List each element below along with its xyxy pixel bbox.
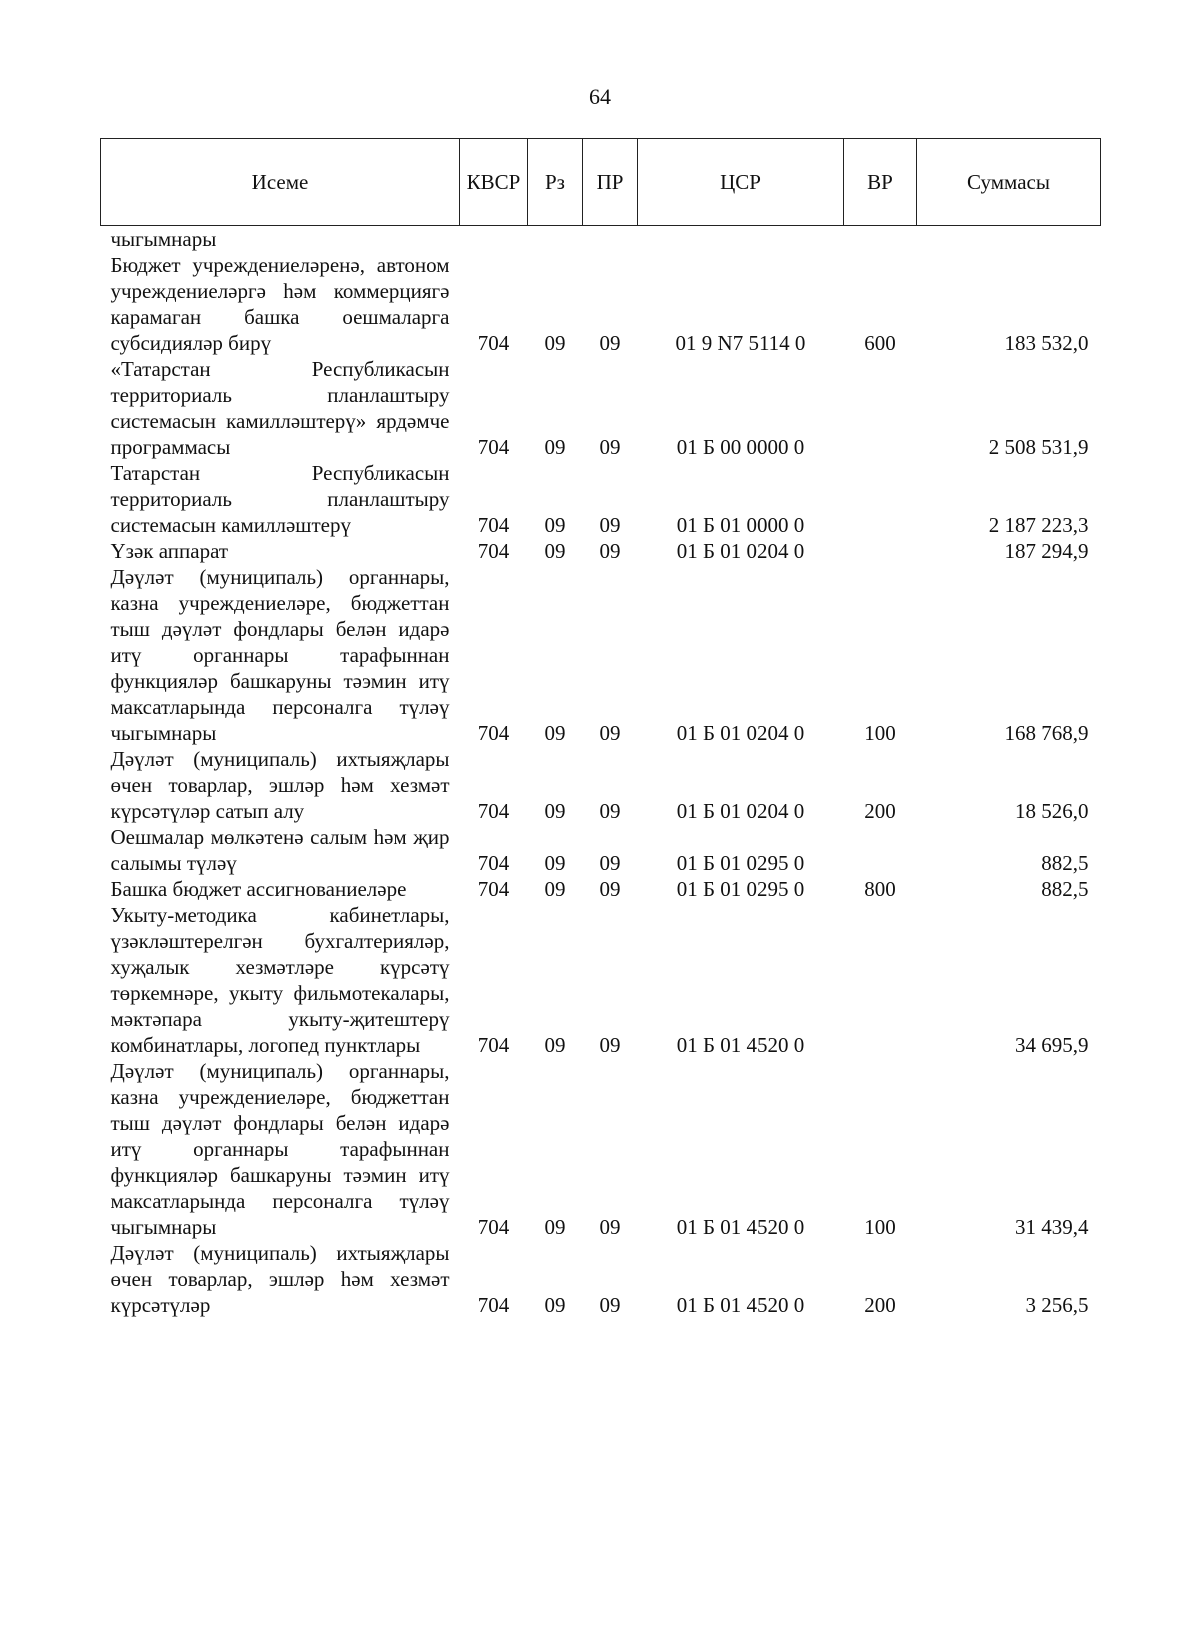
row-rz: 09	[544, 799, 566, 823]
header-row	[101, 139, 1101, 226]
row-kvsr: 704	[477, 1293, 510, 1317]
row-kvsr: 704	[477, 877, 510, 901]
row-csr: 01 9 N7 5114 0	[675, 331, 806, 355]
row-vr	[844, 226, 917, 253]
row-kvsr: 704	[477, 331, 510, 355]
header-csr: ЦСР	[638, 139, 844, 226]
header-sum: Суммасы	[917, 139, 1101, 226]
row-sum: 2 508 531,9	[988, 435, 1089, 459]
row-csr: 01 Б 01 0204 0	[676, 799, 805, 823]
row-rz: 09	[544, 721, 566, 745]
row-name: Дәүләт (муниципаль) ихтыяҗлары өчен товарлар, эшләр һәм хезмәт күрсәтүләр	[110, 1241, 450, 1317]
row-pr	[583, 226, 638, 253]
table-row	[101, 356, 1101, 460]
row-name: Укыту-методика кабинетлары, үзәкләштерелгән бухгалтерияләр, хуҗалык хезмәтләре күрсәтү төркемнәре, укыту фильмотекалары, мәктәпара укыту-җитештерү комбинатлары, логопед пунктлары	[110, 903, 450, 1057]
row-csr: 01 Б 01 4520 0	[676, 1293, 805, 1317]
row-csr: 01 Б 01 0295 0	[676, 877, 805, 901]
row-kvsr	[460, 226, 528, 253]
row-sum: 882,5	[1041, 877, 1089, 901]
row-sum: 31 439,4	[1015, 1215, 1089, 1239]
budget-table	[100, 138, 1101, 1318]
row-sum: 3 256,5	[1025, 1293, 1089, 1317]
row-name: Дәүләт (муниципаль) органнары, казна учреждениеләре, бюджеттан тыш дәүләт фондлары белән идарә итү органнары тарафыннан функцияләр башкаруны тәэмин итү максатларында персоналга түләү чыгымнары	[110, 1059, 450, 1239]
table-row	[101, 876, 1101, 902]
row-rz: 09	[544, 435, 566, 459]
row-csr	[638, 226, 844, 253]
row-csr: 01 Б 01 4520 0	[676, 1033, 805, 1057]
row-csr: 01 Б 01 0000 0	[676, 513, 805, 537]
row-name: Оешмалар мөлкәтенә салым һәм җир салымы түләү	[110, 825, 450, 875]
row-sum	[917, 226, 1101, 253]
row-rz: 09	[544, 1215, 566, 1239]
row-csr: 01 Б 01 0295 0	[676, 851, 805, 875]
table-row	[101, 1240, 1101, 1318]
row-kvsr: 704	[477, 799, 510, 823]
row-sum: 18 526,0	[1015, 799, 1089, 823]
row-name: Дәүләт (муниципаль) органнары, казна учреждениеләре, бюджеттан тыш дәүләт фондлары белән идарә итү органнары тарафыннан функцияләр башкаруны тәэмин итү максатларында персоналга түләү чыгымнары	[110, 565, 450, 745]
row-kvsr: 704	[477, 1033, 510, 1057]
row-vr: 200	[864, 1293, 896, 1317]
row-rz: 09	[544, 539, 566, 563]
table-row	[101, 564, 1101, 746]
row-rz: 09	[544, 851, 566, 875]
row-name: «Татарстан Республикасын территориаль планлаштыру системасын камилләштерү» ярдәмче программасы	[110, 357, 450, 459]
row-rz: 09	[544, 1293, 566, 1317]
table-row	[101, 226, 1101, 253]
row-sum: 168 768,9	[1004, 721, 1089, 745]
table-row	[101, 538, 1101, 564]
row-vr: 200	[864, 799, 896, 823]
row-vr: 100	[864, 721, 896, 745]
table-body	[101, 226, 1101, 1319]
row-sum: 34 695,9	[1015, 1033, 1089, 1057]
row-vr	[844, 902, 917, 1058]
row-sum: 183 532,0	[1004, 331, 1089, 355]
row-rz: 09	[544, 513, 566, 537]
table-row	[101, 1058, 1101, 1240]
header-name: Исеме	[101, 139, 460, 226]
row-kvsr: 704	[477, 1215, 510, 1239]
header-pr: ПР	[583, 139, 638, 226]
row-vr: 800	[864, 877, 896, 901]
row-vr	[844, 460, 917, 538]
row-vr	[844, 356, 917, 460]
row-pr: 09	[599, 435, 621, 459]
table-row	[101, 252, 1101, 356]
row-kvsr: 704	[477, 851, 510, 875]
row-rz: 09	[544, 1033, 566, 1057]
row-pr: 09	[599, 799, 621, 823]
row-kvsr: 704	[477, 513, 510, 537]
row-kvsr: 704	[477, 721, 510, 745]
row-pr: 09	[599, 851, 621, 875]
row-vr: 600	[864, 331, 896, 355]
row-name: чыгымнары	[110, 227, 217, 251]
page-number: 64	[589, 84, 611, 109]
row-sum: 187 294,9	[1004, 539, 1089, 563]
header-rz: Рз	[528, 139, 583, 226]
row-csr: 01 Б 01 4520 0	[676, 1215, 805, 1239]
row-name: Бюджет учреждениеләренә, автоном учреждениеләргә һәм коммерциягә карамаган башка оешмаларга субсидияләр бирү	[110, 253, 450, 355]
row-csr: 01 Б 01 0204 0	[676, 539, 805, 563]
table-header	[101, 139, 1101, 226]
row-sum: 2 187 223,3	[988, 513, 1089, 537]
row-pr: 09	[599, 1033, 621, 1057]
table-row	[101, 824, 1101, 876]
row-pr: 09	[599, 331, 621, 355]
row-name: Татарстан Республикасын территориаль планлаштыру системасын камилләштерү	[110, 461, 450, 537]
table-row	[101, 746, 1101, 824]
row-csr: 01 Б 00 0000 0	[676, 435, 805, 459]
row-rz	[528, 226, 583, 253]
header-vr: ВР	[844, 139, 917, 226]
row-name: Дәүләт (муниципаль) ихтыяҗлары өчен товарлар, эшләр һәм хезмәт күрсәтүләр сатып алу	[110, 747, 450, 823]
row-pr: 09	[599, 721, 621, 745]
row-pr: 09	[599, 1293, 621, 1317]
table-row	[101, 460, 1101, 538]
row-pr: 09	[599, 1215, 621, 1239]
header-kvsr: КВСР	[460, 139, 528, 226]
row-rz: 09	[544, 331, 566, 355]
row-sum: 882,5	[1041, 851, 1089, 875]
row-vr	[844, 824, 917, 876]
row-vr	[844, 538, 917, 564]
table-row	[101, 902, 1101, 1058]
row-pr: 09	[599, 513, 621, 537]
row-pr: 09	[599, 877, 621, 901]
row-rz: 09	[544, 877, 566, 901]
row-kvsr: 704	[477, 539, 510, 563]
row-pr: 09	[599, 539, 621, 563]
row-csr: 01 Б 01 0204 0	[676, 721, 805, 745]
row-name: Үзәк аппарат	[110, 539, 229, 563]
row-kvsr: 704	[477, 435, 510, 459]
row-vr: 100	[864, 1215, 896, 1239]
row-name: Башка бюджет ассигнованиеләре	[110, 877, 407, 901]
